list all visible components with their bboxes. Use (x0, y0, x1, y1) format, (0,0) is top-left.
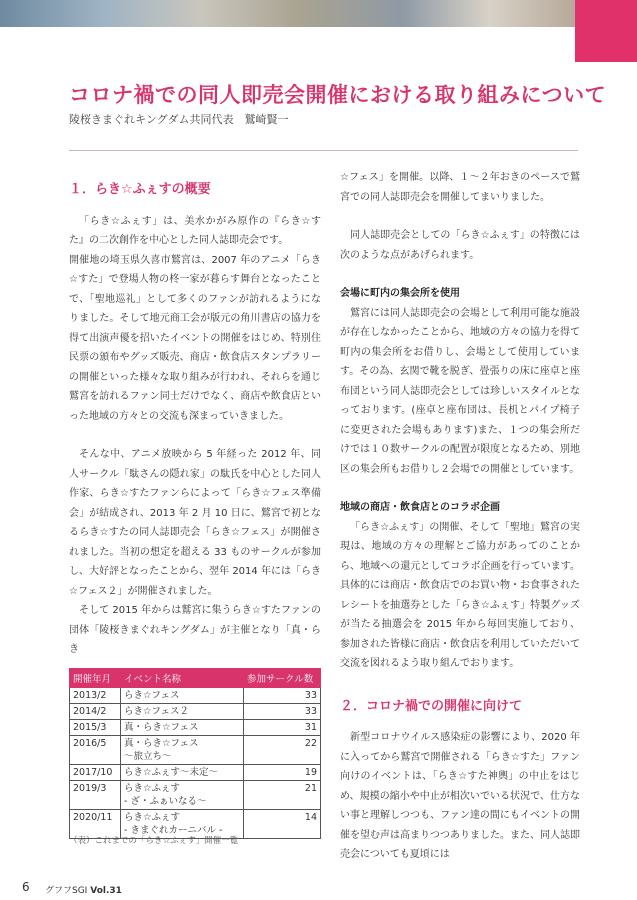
subheading-collab: 地域の商店・飲食店とのコラボ企画 (340, 502, 500, 513)
right-column (340, 168, 580, 865)
table-row (70, 765, 321, 781)
table-row (70, 720, 321, 736)
paragraph: 同人誌即売会としての「らき☆ふぇす」の特徴には次のような点があげられます。 (340, 230, 580, 261)
header-photo (0, 0, 575, 27)
table-caption: （表）これまでの「らき☆ふぇす」開催一覧 (69, 836, 239, 846)
section-heading-2: ２．コロナ禍での開催に向けて (340, 698, 523, 714)
paragraph: 新型コロナウイルス感染症の影響により、2020 年に入ってから鷲宮で開催される「らき☆すた」ファン向けのイベントは、「らき☆すた神輿」の中止をはじめ、規模の縮小や中止が相次いでいる状況で、仕方ない事と理解しつつも、ファン達の間にもイベントの開催を望む声は高まりつつありました。また、同人誌即売会についても夏頃には (340, 732, 580, 860)
table-cell-count: 14 (244, 810, 321, 839)
paragraph: 開催地の埼玉県久喜市鷲宮は、2007 年のアニメ「らき☆すた」で登場人物の柊一家が暮らす舞台となったことで、「聖地巡礼」として多くのファンが訪れるようになりました。そして地元商工会が版元の角川書店の協力を得て出演声優を招いたイベントの開催をはじめ、特別住民票の頒布やグッズ販売、商店・飲食店スタンプラリーの開催といった様々な取り組みが行われ、それらを通じ鷲宮を訪れるファン同士だけでなく、商店や飲食店といった地域の方々との交流も深まっていきました。 (69, 254, 321, 422)
table-cell-date: 2016/5 (70, 736, 121, 765)
table-cell-count: 33 (244, 688, 321, 704)
table-cell-name: らき☆ふぇす～未定～ (121, 765, 244, 781)
table-cell-date: 2015/3 (70, 720, 121, 736)
subheading-venue: 会場に町内の集会所を使用 (340, 288, 460, 299)
table-row (70, 704, 321, 720)
paragraph: 鷲宮には同人誌即売会の会場として利用可能な施設が存在しなかったことから、地域の方々の協力を得て町内の集会所をお借りし、会場として使用しています。その為、玄関で靴を脱ぎ、畳張りの床に座卓と座布団という同人誌即売会としては珍しいスタイルとなっております。(座卓と座布団は、長机とパイプ椅子に変更された会場もあります)また、１つの集会所だけでは１０数サークルの配置が限度となるため、別地区の集会所もお借りし２会場での開催としています。 (340, 307, 580, 475)
table-cell-name: 真・らき☆フェス ～旅立ち～ (121, 736, 244, 765)
event-history-table (69, 668, 321, 839)
table-header-row (70, 669, 321, 688)
table-row (70, 736, 321, 765)
table-cell-count: 33 (244, 704, 321, 720)
table-cell-count: 19 (244, 765, 321, 781)
article-title: コロナ禍での同人即売会開催における取り組みについて (69, 83, 607, 107)
section-heading-1: １．らき☆ふぇすの概要 (69, 182, 211, 197)
corner-color-tab (575, 0, 637, 62)
author-line: 陵桜きまぐれキングダム共同代表 鷲崎賢一 (69, 113, 289, 126)
table-cell-date: 2020/11 (70, 810, 121, 839)
table-cell-name: らき☆ふぇす - ざ・ふぁいなる～ (121, 781, 244, 810)
table-header-cell: 参加サークル数 (244, 669, 321, 688)
table-cell-date: 2017/10 (70, 765, 121, 781)
table-cell-name: らき☆ふぇす - きまぐれカーニバル - (121, 810, 244, 839)
magazine-name (45, 883, 122, 896)
page-number: 6 (22, 880, 30, 894)
table-cell-name: らき☆フェス２ (121, 704, 244, 720)
table-cell-date: 2019/3 (70, 781, 121, 810)
table-row (70, 688, 321, 704)
table-header-cell: イベント名称 (121, 669, 244, 688)
table-cell-count: 21 (244, 781, 321, 810)
paragraph: そんな中、アニメ放映から 5 年経った 2012 年、同人サークル「駄さんの隠れ家」の駄氏を中心とした同人作家、らき☆すたファンらによって「らき☆フェス準備会」が結成され、2013 年 2 月 10 日に、鷲宮で初となるらき☆すたの同人誌即売会「らき☆フェス」が開催されました。当初の想定を超える 33 ものサークルが参加し、大好評となったことから、翌年 2014 年には「らき☆フェス２」が開催されました。 (69, 449, 321, 597)
table-header-cell: 開催年月 (70, 669, 121, 688)
paragraph: 「らき☆ふぇす」は、美水かがみ原作の『らき☆すた』の二次創作を中心とした同人誌即売会です。 (69, 215, 321, 246)
table-cell-date: 2014/2 (70, 704, 121, 720)
table-cell-date: 2013/2 (70, 688, 121, 704)
table-row (70, 781, 321, 810)
table-cell-count: 31 (244, 720, 321, 736)
paragraph: 「らき☆ふぇす」の開催、そして「聖地」鷲宮の実現は、地域の方々の理解とご協力があってのことから、地域への還元としてコラボ企画を行っています。具体的には商店・飲食店でのお買い物・お食事されたレシートを抽選券とした「らき☆ふぇす」特製グッズが当たる抽選会を 2015 年から毎回実施しており、参加された皆様に商店・飲食店を利用していただいて交流を図れるよう取り組んでおります。 (340, 521, 580, 669)
paragraph: ☆フェス」を開催。以降、１～２年おきのペースで鷲宮での同人誌即売会を開催してまいりました。 (340, 172, 580, 203)
table-cell-name: 真・らき☆フェス (121, 720, 244, 736)
magazine-title: グフフSGI (45, 886, 88, 896)
table-cell-count: 22 (244, 736, 321, 765)
magazine-volume: Vol.31 (90, 886, 122, 896)
left-column (69, 180, 321, 660)
paragraph: そして 2015 年からは鷲宮に集うらき☆すたファンの団体「陵桜きまぐれキングダム」が主催となり「真・らき (69, 605, 321, 655)
table-cell-name: らき☆フェス (121, 688, 244, 704)
title-divider (69, 150, 578, 151)
